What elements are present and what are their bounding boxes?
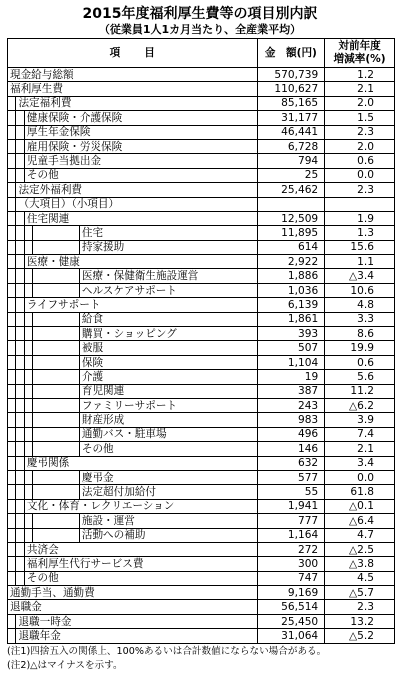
indent-cell	[33, 283, 80, 297]
row-rate: △3.8	[325, 557, 395, 571]
row-rate: △3.4	[325, 269, 395, 283]
row-label: 共済会	[24, 542, 257, 556]
row-label: その他	[24, 571, 257, 585]
indent-cell	[24, 370, 32, 384]
indent-cell	[16, 370, 24, 384]
indent-cell	[8, 211, 16, 225]
indent-cell	[16, 341, 24, 355]
indent-cell	[8, 154, 16, 168]
indent-cell	[8, 470, 16, 484]
row-amount: 570,739	[257, 68, 325, 82]
indent-cell	[16, 499, 24, 513]
row-label: 通勤手当、通勤費	[8, 586, 258, 600]
row-rate: 1.9	[325, 211, 395, 225]
row-amount: 19	[257, 370, 325, 384]
row-rate: △6.2	[325, 398, 395, 412]
row-label: 文化・体育・レクリエーション	[24, 499, 257, 513]
indent-cell	[24, 413, 32, 427]
row-label: 活動への補助	[79, 528, 257, 542]
indent-cell	[33, 470, 80, 484]
row-rate: 2.3	[325, 600, 395, 614]
indent-cell	[16, 111, 24, 125]
indent-cell	[16, 168, 24, 182]
row-amount: 577	[257, 470, 325, 484]
row-rate: △5.2	[325, 629, 395, 643]
indent-cell	[24, 327, 32, 341]
row-amount: 110,627	[257, 82, 325, 96]
indent-cell	[33, 370, 80, 384]
row-label: 福利厚生代行サービス費	[24, 557, 257, 571]
row-rate: 10.6	[325, 283, 395, 297]
row-amount: 12,509	[257, 211, 325, 225]
indent-cell	[24, 355, 32, 369]
row-amount: 393	[257, 327, 325, 341]
indent-cell	[33, 398, 80, 412]
indent-cell	[33, 355, 80, 369]
indent-cell	[16, 384, 24, 398]
row-amount: 25,450	[257, 614, 325, 628]
indent-cell	[16, 139, 24, 153]
indent-cell	[8, 327, 16, 341]
row-label: その他	[24, 168, 257, 182]
row-amount: 31,177	[257, 111, 325, 125]
indent-cell	[8, 111, 16, 125]
row-rate: △5.7	[325, 586, 395, 600]
table-row	[8, 327, 395, 341]
indent-cell	[16, 355, 24, 369]
indent-cell	[24, 384, 32, 398]
row-rate: 2.3	[325, 183, 395, 197]
row-rate: 2.0	[325, 139, 395, 153]
table-row	[8, 125, 395, 139]
row-rate: 13.2	[325, 614, 395, 628]
row-rate: 2.1	[325, 442, 395, 456]
row-label: 厚生年金保険	[24, 125, 257, 139]
row-label: ファミリーサポート	[79, 398, 257, 412]
indent-cell	[33, 240, 80, 254]
indent-cell	[8, 355, 16, 369]
row-rate: 3.3	[325, 312, 395, 326]
indent-cell	[16, 327, 24, 341]
indent-cell	[24, 528, 32, 542]
row-rate: 3.4	[325, 456, 395, 470]
row-label: 購買・ショッピング	[79, 327, 257, 341]
indent-cell	[16, 456, 24, 470]
row-label: 医療・保健衛生施設運営	[79, 269, 257, 283]
indent-cell	[8, 240, 16, 254]
row-amount: 1,104	[257, 355, 325, 369]
row-label: 法定福利費	[16, 96, 257, 110]
page-title: 2015年度福利厚生費等の項目別内訳	[82, 6, 318, 22]
row-amount: 146	[257, 442, 325, 456]
header-rate-line2: 増減率(%)	[333, 53, 386, 65]
row-amount: 243	[257, 398, 325, 412]
row-rate	[325, 197, 395, 211]
row-label: 法定外福利費	[16, 183, 257, 197]
row-amount	[257, 197, 325, 211]
footnote-1: (注1)四捨五入の関係上、100%あるいは合計数値にならない場合がある。	[7, 646, 327, 657]
row-amount: 747	[257, 571, 325, 585]
header-amount-cell: 金 額(円)	[257, 39, 325, 68]
row-amount: 31,064	[257, 629, 325, 643]
indent-cell	[8, 571, 16, 585]
row-label: 財産形成	[79, 413, 257, 427]
row-amount: 1,941	[257, 499, 325, 513]
indent-cell	[16, 557, 24, 571]
indent-cell	[8, 384, 16, 398]
indent-cell	[24, 283, 32, 297]
table-row	[8, 283, 395, 297]
header-item-label-b: 目	[144, 46, 155, 59]
table-row	[8, 629, 395, 643]
row-rate: 4.5	[325, 571, 395, 585]
row-amount: 300	[257, 557, 325, 571]
row-label: 保険	[79, 355, 257, 369]
row-rate: 2.1	[325, 82, 395, 96]
indent-cell	[16, 571, 24, 585]
indent-cell	[16, 470, 24, 484]
row-rate: 0.0	[325, 470, 395, 484]
indent-cell	[8, 226, 16, 240]
table-row	[8, 96, 395, 110]
row-label: 退職金	[8, 600, 258, 614]
table-row	[8, 139, 395, 153]
table-row	[8, 82, 395, 96]
table-row	[8, 557, 395, 571]
indent-cell	[24, 442, 32, 456]
table-row	[8, 470, 395, 484]
indent-cell	[33, 341, 80, 355]
indent-cell	[24, 226, 32, 240]
row-rate: 2.3	[325, 125, 395, 139]
table-row	[8, 571, 395, 585]
table-row	[8, 398, 395, 412]
indent-cell	[8, 298, 16, 312]
indent-cell	[8, 499, 16, 513]
table-row	[8, 226, 395, 240]
header-item-cell	[8, 39, 258, 68]
header-item-label-a: 項	[109, 46, 121, 59]
row-rate: 4.7	[325, 528, 395, 542]
indent-cell	[24, 312, 32, 326]
table-row	[8, 240, 395, 254]
indent-cell	[16, 211, 24, 225]
table-row	[8, 586, 395, 600]
indent-cell	[16, 298, 24, 312]
row-label: 雇用保険・労災保険	[24, 139, 257, 153]
table-row	[8, 68, 395, 82]
indent-cell	[33, 312, 80, 326]
row-amount: 25	[257, 168, 325, 182]
indent-cell	[8, 557, 16, 571]
table-row	[8, 341, 395, 355]
row-rate: 2.0	[325, 96, 395, 110]
row-amount: 496	[257, 427, 325, 441]
indent-cell	[16, 485, 24, 499]
header-rate-cell	[325, 39, 395, 68]
row-amount: 632	[257, 456, 325, 470]
row-amount: 11,895	[257, 226, 325, 240]
indent-cell	[8, 341, 16, 355]
indent-cell	[8, 485, 16, 499]
row-label: 被服	[79, 341, 257, 355]
indent-cell	[33, 384, 80, 398]
indent-cell	[16, 255, 24, 269]
indent-cell	[8, 442, 16, 456]
row-rate: 7.4	[325, 427, 395, 441]
indent-cell	[33, 528, 80, 542]
row-label: 現金給与総額	[8, 68, 258, 82]
row-label: 児童手当拠出金	[24, 154, 257, 168]
table-row	[8, 614, 395, 628]
row-label: 福利厚生費	[8, 82, 258, 96]
row-amount: 9,169	[257, 586, 325, 600]
indent-cell	[8, 96, 16, 110]
row-amount: 56,514	[257, 600, 325, 614]
header-rate-line1: 対前年度	[338, 40, 381, 52]
row-label: 給食	[79, 312, 257, 326]
indent-cell	[33, 413, 80, 427]
row-amount: 983	[257, 413, 325, 427]
row-amount: 272	[257, 542, 325, 556]
footnotes	[7, 645, 326, 673]
row-rate: 0.6	[325, 154, 395, 168]
indent-cell	[8, 312, 16, 326]
row-amount: 507	[257, 341, 325, 355]
row-amount: 777	[257, 514, 325, 528]
row-amount: 55	[257, 485, 325, 499]
indent-cell	[16, 514, 24, 528]
indent-cell	[16, 226, 24, 240]
table-row	[8, 298, 395, 312]
indent-cell	[16, 442, 24, 456]
indent-cell	[8, 370, 16, 384]
table-row	[8, 528, 395, 542]
page-subtitle: （従業員1人1カ月当たり、全産業平均）	[98, 23, 302, 36]
indent-cell	[8, 614, 16, 628]
row-rate: 19.9	[325, 341, 395, 355]
row-amount: 6,139	[257, 298, 325, 312]
row-rate: 1.2	[325, 68, 395, 82]
table-row	[8, 111, 395, 125]
table-row	[8, 485, 395, 499]
indent-cell	[24, 341, 32, 355]
indent-cell	[8, 255, 16, 269]
indent-cell	[16, 413, 24, 427]
table-row	[8, 154, 395, 168]
table-row	[8, 355, 395, 369]
row-label: 住宅関連	[24, 211, 257, 225]
indent-cell	[8, 125, 16, 139]
indent-cell	[8, 139, 16, 153]
indent-cell	[8, 197, 16, 211]
row-label: ヘルスケアサポート	[79, 283, 257, 297]
row-label: 退職一時金	[16, 614, 257, 628]
row-label: 住宅	[79, 226, 257, 240]
indent-cell	[16, 269, 24, 283]
row-amount: 1,886	[257, 269, 325, 283]
indent-cell	[8, 456, 16, 470]
indent-cell	[16, 312, 24, 326]
table-header-row	[8, 39, 395, 68]
row-rate: 11.2	[325, 384, 395, 398]
row-label: その他	[79, 442, 257, 456]
table-row	[8, 442, 395, 456]
indent-cell	[24, 398, 32, 412]
row-label: 法定超付加給付	[79, 485, 257, 499]
row-amount: 387	[257, 384, 325, 398]
row-rate: △0.1	[325, 499, 395, 513]
table-row	[8, 269, 395, 283]
table-row	[8, 183, 395, 197]
row-amount: 1,861	[257, 312, 325, 326]
indent-cell	[16, 528, 24, 542]
indent-cell	[8, 514, 16, 528]
indent-cell	[33, 427, 80, 441]
row-amount: 1,036	[257, 283, 325, 297]
row-rate: 0.0	[325, 168, 395, 182]
row-amount: 46,441	[257, 125, 325, 139]
indent-cell	[24, 240, 32, 254]
row-label: 通勤バス・駐車場	[79, 427, 257, 441]
row-rate: 1.3	[325, 226, 395, 240]
row-rate: △6.4	[325, 514, 395, 528]
row-label: 退職年金	[16, 629, 257, 643]
indent-cell	[8, 283, 16, 297]
table-row	[8, 427, 395, 441]
table-row	[8, 542, 395, 556]
indent-cell	[33, 269, 80, 283]
indent-cell	[24, 427, 32, 441]
indent-cell	[8, 542, 16, 556]
indent-cell	[8, 269, 16, 283]
indent-cell	[16, 154, 24, 168]
row-rate: 3.9	[325, 413, 395, 427]
row-amount: 25,462	[257, 183, 325, 197]
row-label: 育児関連	[79, 384, 257, 398]
indent-cell	[33, 485, 80, 499]
table-row	[8, 384, 395, 398]
table-row	[8, 370, 395, 384]
row-amount: 794	[257, 154, 325, 168]
indent-cell	[8, 427, 16, 441]
indent-cell	[8, 168, 16, 182]
row-label: （大項目）（小項目）	[16, 197, 257, 211]
indent-cell	[16, 542, 24, 556]
table-row	[8, 600, 395, 614]
row-label: 健康保険・介護保険	[24, 111, 257, 125]
row-label: 持家援助	[79, 240, 257, 254]
indent-cell	[24, 470, 32, 484]
table-row	[8, 168, 395, 182]
table-row	[8, 255, 395, 269]
indent-cell	[16, 283, 24, 297]
row-amount: 2,922	[257, 255, 325, 269]
row-amount: 614	[257, 240, 325, 254]
row-rate: 1.5	[325, 111, 395, 125]
row-rate: 1.1	[325, 255, 395, 269]
row-label: 介護	[79, 370, 257, 384]
row-amount: 85,165	[257, 96, 325, 110]
indent-cell	[16, 398, 24, 412]
row-rate: 5.6	[325, 370, 395, 384]
indent-cell	[33, 226, 80, 240]
table-row	[8, 312, 395, 326]
row-label: ライフサポート	[24, 298, 257, 312]
row-amount: 1,164	[257, 528, 325, 542]
indent-cell	[8, 398, 16, 412]
row-rate: 61.8	[325, 485, 395, 499]
indent-cell	[8, 629, 16, 643]
row-label: 慶弔金	[79, 470, 257, 484]
indent-cell	[33, 514, 80, 528]
row-amount: 6,728	[257, 139, 325, 153]
table-row	[8, 413, 395, 427]
indent-cell	[8, 528, 16, 542]
row-label: 医療・健康	[24, 255, 257, 269]
indent-cell	[24, 514, 32, 528]
indent-cell	[8, 413, 16, 427]
row-rate: 0.6	[325, 355, 395, 369]
row-rate: 8.6	[325, 327, 395, 341]
table-row	[8, 456, 395, 470]
indent-cell	[24, 485, 32, 499]
indent-cell	[33, 327, 80, 341]
table-row	[8, 211, 395, 225]
row-label: 施設・運営	[79, 514, 257, 528]
breakdown-table	[7, 38, 395, 644]
table-row	[8, 197, 395, 211]
indent-cell	[16, 427, 24, 441]
indent-cell	[8, 183, 16, 197]
row-label: 慶弔関係	[24, 456, 257, 470]
row-rate: 15.6	[325, 240, 395, 254]
indent-cell	[16, 240, 24, 254]
footnote-2: (注2)△はマイナスを示す。	[7, 660, 123, 671]
row-rate: 4.8	[325, 298, 395, 312]
indent-cell	[24, 269, 32, 283]
indent-cell	[33, 442, 80, 456]
indent-cell	[16, 125, 24, 139]
row-rate: △2.5	[325, 542, 395, 556]
table-row	[8, 514, 395, 528]
table-row	[8, 499, 395, 513]
